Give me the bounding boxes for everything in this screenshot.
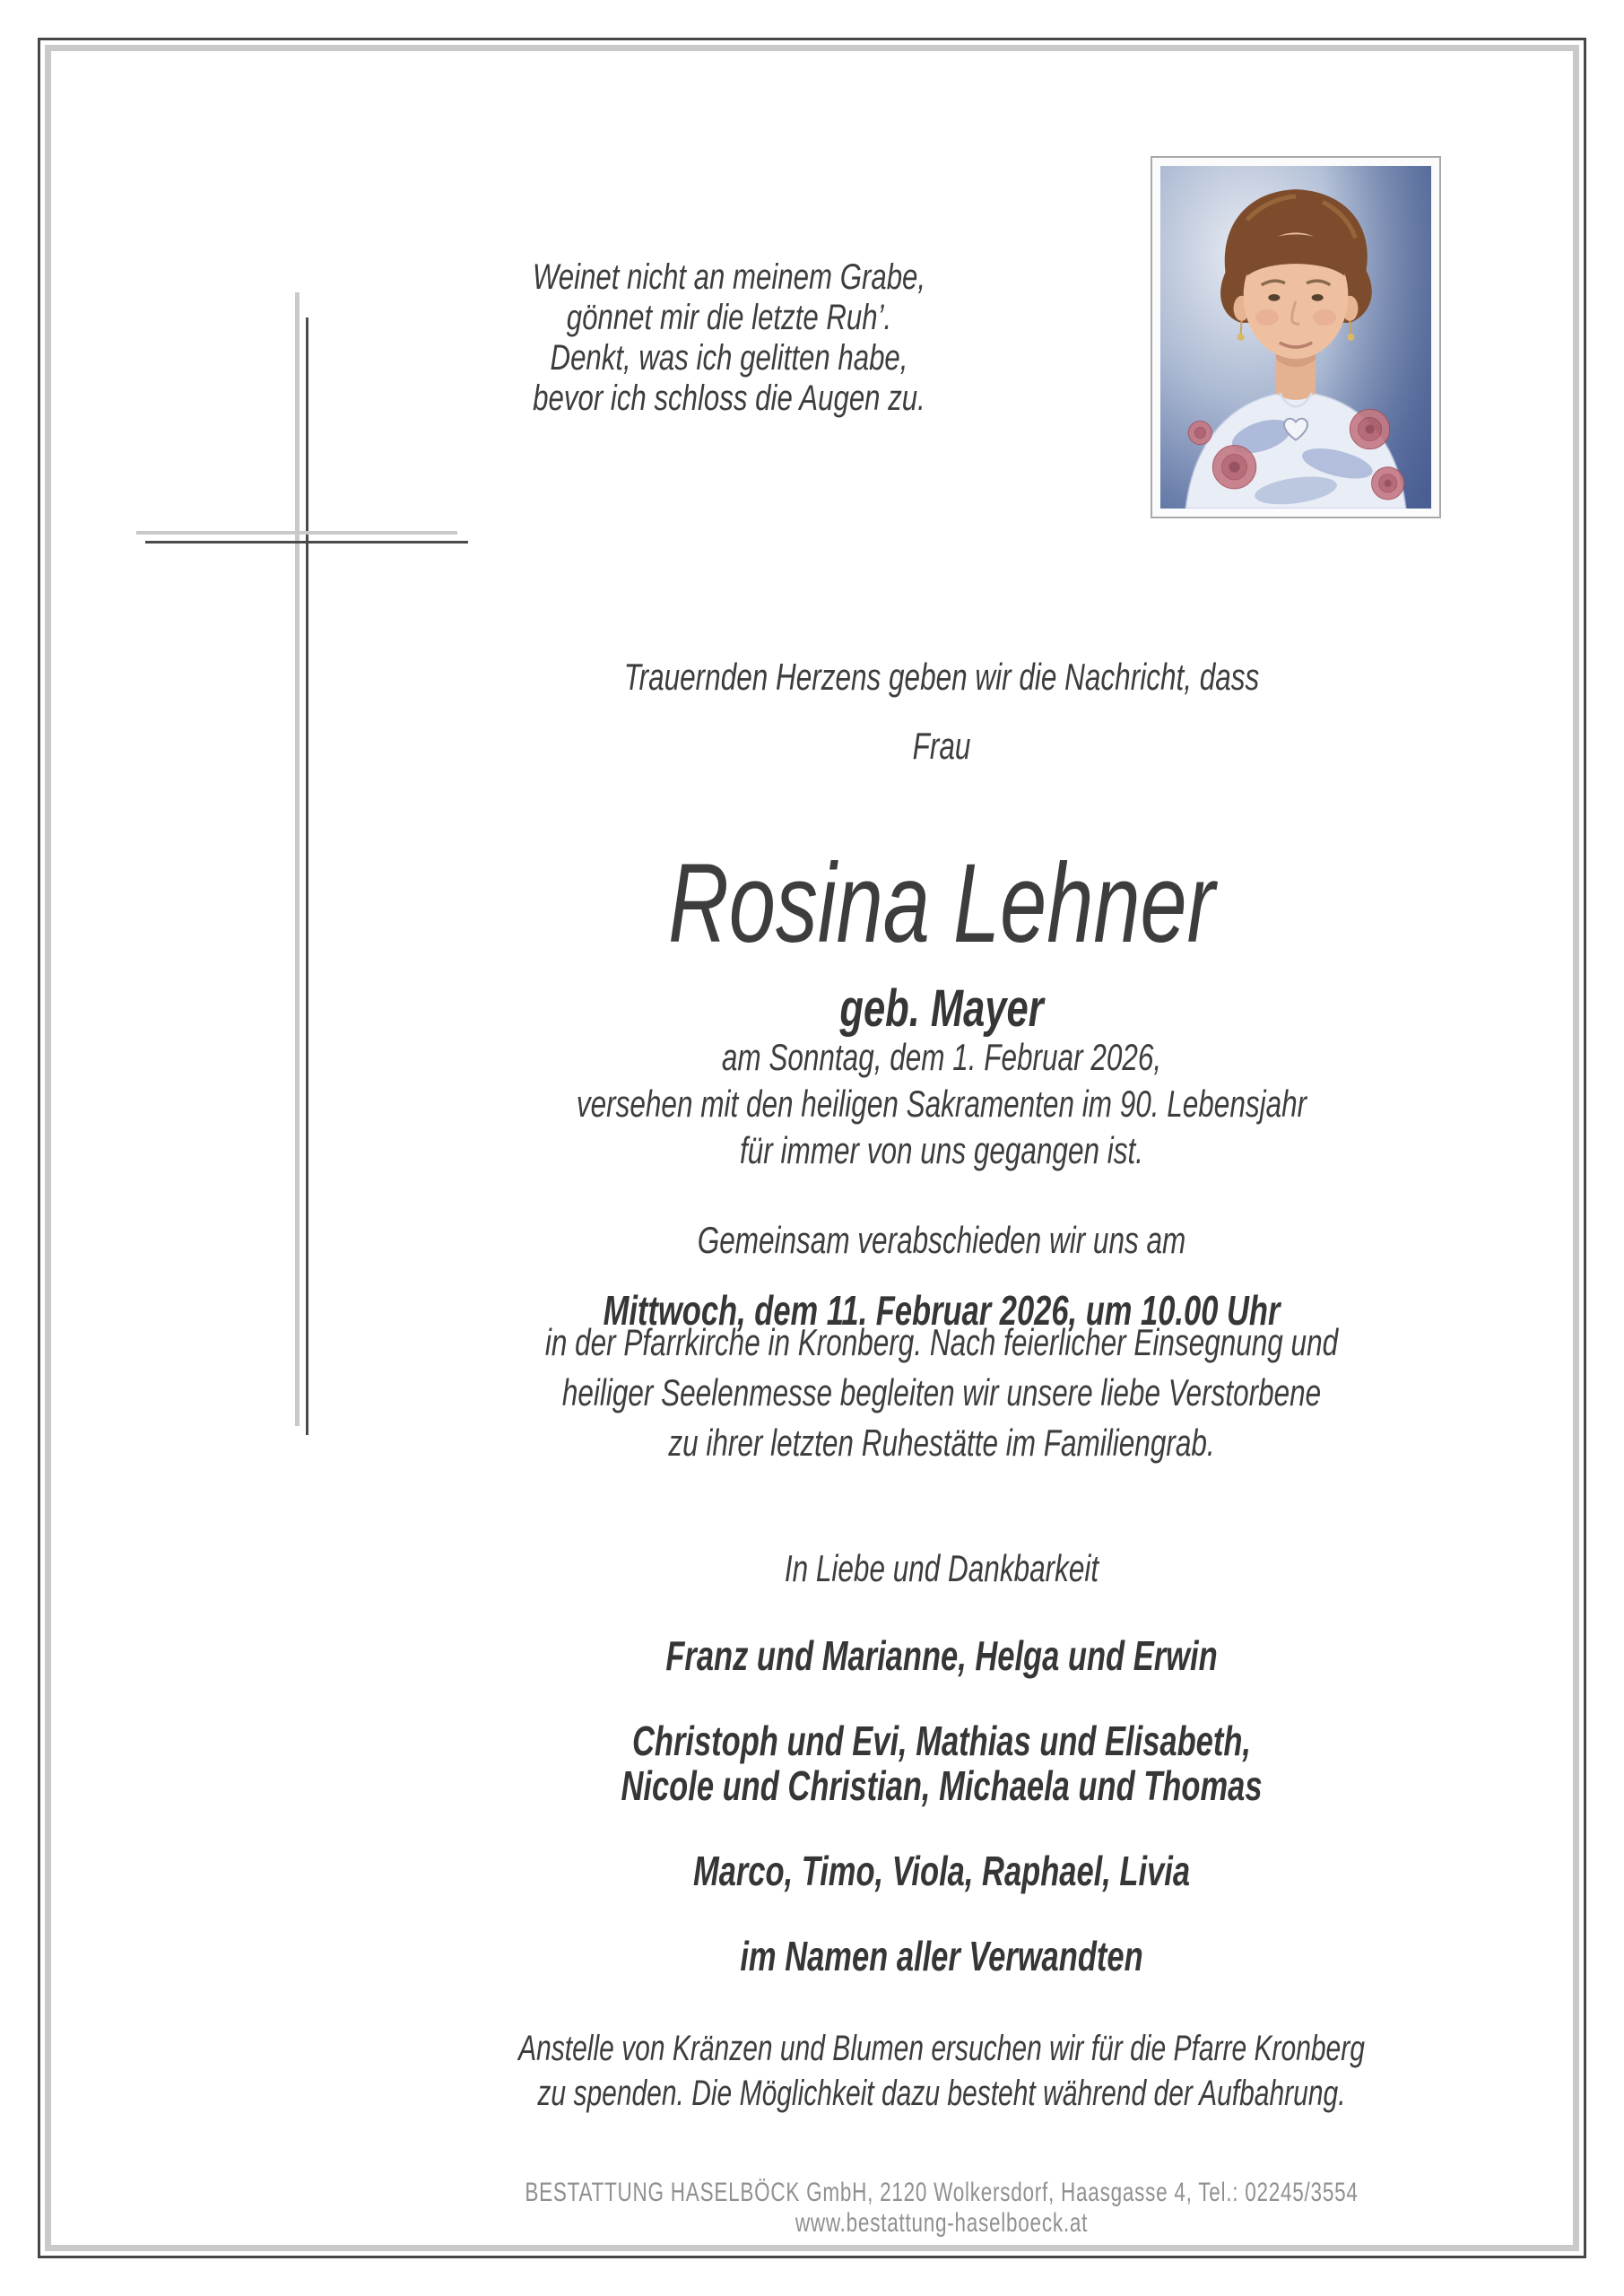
footer-website: www.bestattung-haselboeck.at <box>795 2208 1089 2238</box>
cross-vertical-light-line <box>295 292 300 1426</box>
main-text-column <box>430 0 1453 2296</box>
cross-vertical-dark-line <box>306 317 308 1435</box>
funeral-details <box>430 1318 1453 1468</box>
mourners-line-2 <box>430 1718 1453 1808</box>
donation-request <box>430 2026 1453 2116</box>
death-notice-line: für immer von uns gegangen ist. <box>740 1129 1143 1171</box>
mourners-line-3: Marco, Timo, Viola, Raphael, Livia <box>692 1848 1191 1894</box>
death-notice <box>430 1034 1453 1174</box>
funeral-details-line: zu ihrer letzten Ruhestätte im Familiengrab. <box>668 1422 1215 1464</box>
funeral-details-line: heiliger Seelenmesse begleiten wir unsere liebe Verstorbene <box>561 1371 1322 1413</box>
poem-line: Denkt, was ich gelitten habe, <box>550 338 908 378</box>
cross-horizontal-dark-line <box>145 541 468 544</box>
mourners-line-4: im Namen aller Verwandten <box>740 1933 1143 1979</box>
death-notice-line: versehen mit den heiligen Sakramenten im 90. Lebensjahr <box>576 1083 1307 1125</box>
poem-line: Weinet nicht an meinem Grabe, <box>532 257 926 297</box>
footer-company: BESTATTUNG HASELBÖCK GmbH, 2120 Wolkersdorf, Haasgasse 4, Tel.: 02245/3554 <box>525 2178 1359 2207</box>
announcement-intro: Trauernden Herzens geben wir die Nachricht, dass <box>623 656 1260 698</box>
death-notice-line: am Sonntag, dem 1. Februar 2026, <box>721 1036 1162 1078</box>
mourners-line-2b: Nicole und Christian, Michaela und Thomas <box>621 1762 1263 1809</box>
salutation: Frau <box>912 725 971 767</box>
mourners-line-1: Franz und Marianne, Helga und Erwin <box>665 1632 1218 1679</box>
poem-line: bevor ich schloss die Augen zu. <box>533 378 925 418</box>
funeral-details-line: in der Pfarrkirche in Kronberg. Nach feierlicher Einsegnung und <box>544 1321 1339 1363</box>
deceased-name: Rosina Lehner <box>668 841 1215 966</box>
cross-horizontal-light-line <box>136 531 457 535</box>
donation-line: Anstelle von Kränzen und Blumen ersuchen wir für die Pfarre Kronberg <box>518 2029 1365 2068</box>
maiden-name: geb. Mayer <box>839 979 1044 1038</box>
poem-line: gönnet mir die letzte Ruh’. <box>566 298 892 337</box>
funeral-home-footer <box>430 2178 1453 2239</box>
funeral-datetime: Mittwoch, dem 11. Februar 2026, um 10.00 Uhr <box>603 1287 1281 1334</box>
gratitude-line: In Liebe und Dankbarkeit <box>784 1547 1099 1589</box>
donation-line: zu spenden. Die Möglichkeit dazu besteht während der Aufbahrung. <box>537 2074 1346 2113</box>
mourners-line-2a: Christoph und Evi, Mathias und Elisabeth, <box>631 1718 1252 1764</box>
farewell-intro: Gemeinsam verabschieden wir uns am <box>697 1219 1186 1261</box>
